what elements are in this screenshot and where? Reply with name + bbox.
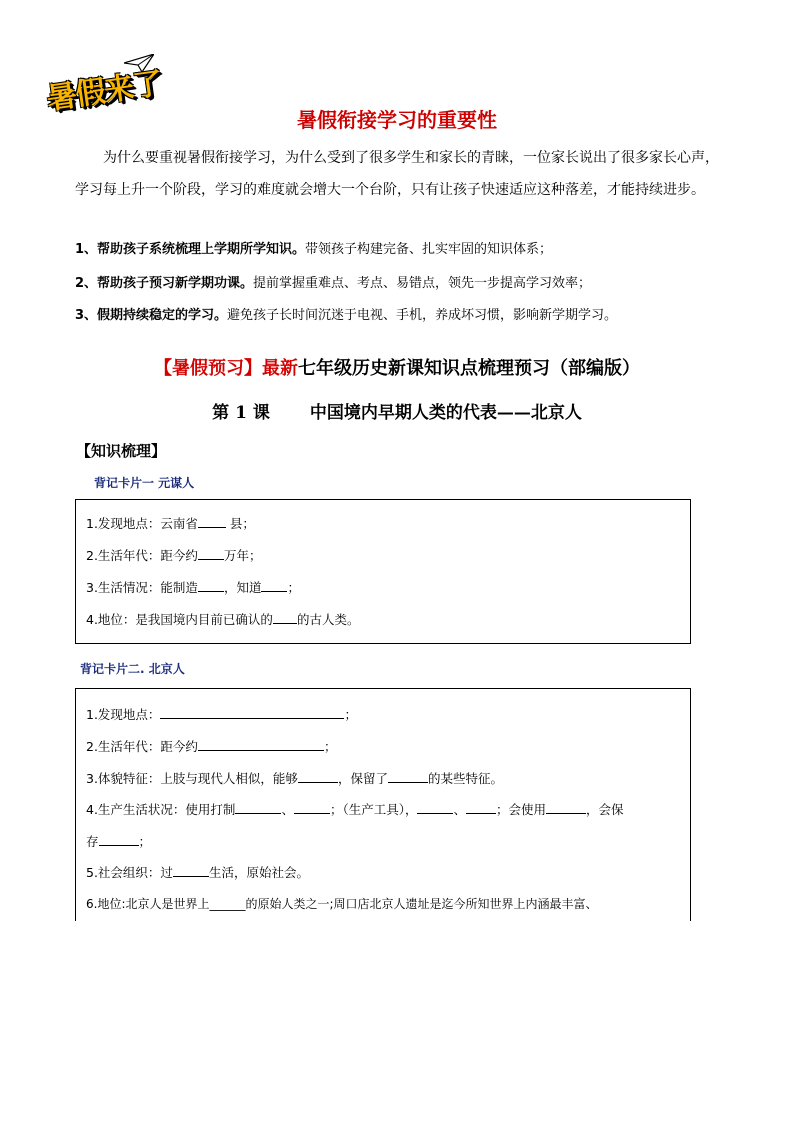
card-2-line-2-end: ； <box>323 739 337 754</box>
lesson-title <box>0 398 794 423</box>
course-heading <box>0 354 794 380</box>
point-2-text: 提前掌握重难点、考点、易错点，领先一步提高学习效率； <box>253 276 592 291</box>
intro-paragraph: 为什么要重视暑假衔接学习，为什么受到了很多学生和家长的青睐，一位家长说出了很多家长心声，学习每上升一个阶段，学习的难度就会增大一个台阶，只有让孩子快速适应这种落差，才能持续进步。 <box>75 150 719 198</box>
card-1-title: 背记卡片一 元谋人 <box>94 476 195 490</box>
card-2-line-1 <box>86 705 357 723</box>
fill-blank[interactable] <box>173 864 209 877</box>
card-2-line-7: 6.地位:北京人是世界上______的原始人类之一;周口店北京人遗址是迄今所知世界上内涵最丰富、 <box>86 897 598 911</box>
fill-blank[interactable] <box>198 579 224 592</box>
card-2-line-2-text: 2.生活年代：距今约 <box>86 739 198 754</box>
point-3-text: 避免孩子长时间沉迷于电视、手机，养成坏习惯，影响新学期学习。 <box>227 308 618 323</box>
card-2-line-4-text: 4.生产生活状况：使用打制 <box>86 802 236 817</box>
card-2-line-3 <box>86 769 503 787</box>
card-2-line-1-end: ； <box>344 707 357 722</box>
point-1 <box>75 238 735 257</box>
card-1-line-1 <box>86 514 255 532</box>
card-2-line-5-end: ； <box>138 834 152 849</box>
point-3-bold: 3、假期持续稳定的学习。 <box>75 308 228 323</box>
card-2-line-4-tools: ；（生产工具）， <box>329 802 418 817</box>
card-1-line-3 <box>86 578 300 596</box>
card-1-line-2-end: 万年； <box>223 548 262 563</box>
card-2-line-6-end: 生活，原始社会。 <box>208 865 309 880</box>
section-heading: 【知识梳理】 <box>76 442 167 460</box>
lesson-name: 中国境内早期人类的代表——北京人 <box>309 403 582 423</box>
card-1-line-3-end: ； <box>287 580 300 595</box>
card-1-line-2 <box>86 546 261 564</box>
point-1-bold: 1、帮助孩子系统梳理上学期所学知识。 <box>75 242 306 257</box>
card-1-box <box>75 499 691 644</box>
fill-blank[interactable] <box>466 801 496 814</box>
point-1-text: 带领孩子构建完备、扎实牢固的知识体系； <box>305 242 553 257</box>
card-2-line-2 <box>86 737 336 755</box>
point-3 <box>75 304 735 323</box>
card-1-line-2-text: 2.生活年代：距今约 <box>86 548 198 563</box>
fill-blank[interactable] <box>261 579 287 592</box>
point-2-bold: 2、帮助孩子预习新学期功课。 <box>75 276 254 291</box>
fill-blank[interactable] <box>546 801 586 814</box>
page-title: 暑假衔接学习的重要性 <box>297 108 497 132</box>
course-heading-tag: 【暑假预习】最新 <box>154 358 298 379</box>
card-1-line-3-mid: ，知道 <box>223 580 262 595</box>
fill-blank[interactable] <box>198 515 226 528</box>
fill-blank[interactable] <box>235 801 281 814</box>
lesson-number: 第 1 课 <box>212 403 270 423</box>
card-2-line-4-sep2: 、 <box>453 802 466 817</box>
card-2-line-5-text: 存 <box>86 834 99 849</box>
course-heading-text: 七年级历史新课知识点梳理预习（部编版） <box>298 358 640 379</box>
fill-blank[interactable] <box>99 833 139 846</box>
fill-blank[interactable] <box>417 801 453 814</box>
card-2-line-3-text: 3.体貌特征：上肢与现代人相似，能够 <box>86 771 298 786</box>
fill-blank[interactable] <box>388 770 428 783</box>
card-1-line-4-end: 的古人类。 <box>296 612 360 627</box>
card-1-line-4 <box>86 610 359 628</box>
card-2-line-6-text: 5.社会组织：过 <box>86 865 173 880</box>
card-1-line-3-text: 3.生活情况：能制造 <box>86 580 198 595</box>
logo-text: 暑假来了 <box>44 66 165 117</box>
point-2 <box>75 272 735 291</box>
card-2-line-6 <box>86 863 309 881</box>
fill-blank[interactable] <box>294 801 330 814</box>
card-2-line-4 <box>86 800 624 818</box>
card-1-line-1-end: 县； <box>229 516 255 531</box>
fill-blank[interactable] <box>273 611 297 624</box>
card-2-line-5 <box>86 832 151 850</box>
card-2-line-3-end: 的某些特征。 <box>427 771 503 786</box>
card-2-line-4-use: ；会使用 <box>495 802 546 817</box>
card-2-line-3-mid: ，保留了 <box>337 771 388 786</box>
card-2-title: 背记卡片二. 北京人 <box>80 662 185 676</box>
card-1-line-4-text: 4.地位：是我国境内目前已确认的 <box>86 612 273 627</box>
card-2-box <box>75 688 691 921</box>
card-2-line-4-sep: 、 <box>281 802 294 817</box>
card-2-line-4-end: ，会保 <box>586 802 624 817</box>
card-1-line-1-text: 1.发现地点：云南省 <box>86 516 198 531</box>
card-2-line-1-text: 1.发现地点： <box>86 707 161 722</box>
fill-blank[interactable] <box>160 706 344 719</box>
fill-blank[interactable] <box>198 547 224 560</box>
fill-blank[interactable] <box>198 738 324 751</box>
fill-blank[interactable] <box>298 770 338 783</box>
